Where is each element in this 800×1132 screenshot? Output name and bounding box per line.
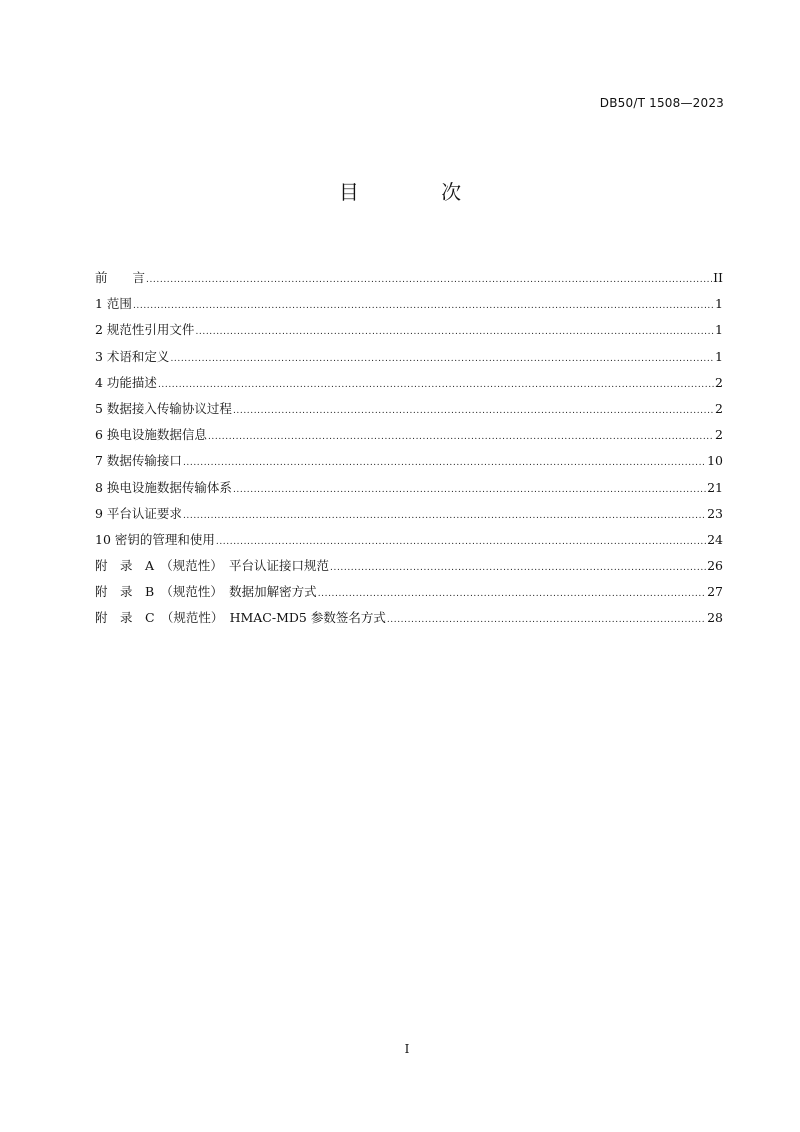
toc-entry-appendix-b[interactable] — [95, 582, 723, 608]
toc-entry-data-interface[interactable] — [95, 451, 723, 477]
toc-leader-dots — [208, 432, 714, 442]
toc-entry-terms-definitions[interactable] — [95, 347, 723, 373]
toc-entry-label: 10 密钥的管理和使用 — [95, 531, 215, 547]
toc-entry-transfer-system[interactable] — [95, 478, 723, 504]
document-code: DB50/T 1508—2023 — [599, 96, 724, 110]
toc-entry-page: 23 — [707, 505, 723, 521]
page-number: I — [404, 1042, 410, 1056]
toc-title: 目 次 — [338, 180, 500, 204]
toc-leader-dots — [195, 327, 714, 337]
toc-entry-label: 前 言 — [95, 270, 146, 285]
toc-entry-facility-data[interactable] — [95, 425, 723, 451]
toc-leader-dots — [387, 615, 706, 625]
table-of-contents — [95, 268, 723, 635]
toc-leader-dots — [183, 511, 706, 521]
toc-entry-page: 26 — [707, 558, 723, 574]
toc-leader-dots — [330, 563, 706, 573]
toc-entry-page: 28 — [707, 610, 723, 626]
toc-entry-foreword[interactable] — [95, 268, 723, 294]
toc-entry-normative-references[interactable] — [95, 320, 723, 346]
toc-entry-label: 5 数据接入传输协议过程 — [95, 400, 232, 416]
toc-entry-label: 3 术语和定义 — [95, 348, 170, 364]
toc-entry-page: II — [713, 270, 723, 285]
toc-entry-label: 4 功能描述 — [95, 374, 157, 390]
toc-entry-label: 9 平台认证要求 — [95, 505, 182, 521]
toc-entry-key-management[interactable] — [95, 530, 723, 556]
toc-entry-label: 2 规范性引用文件 — [95, 322, 195, 338]
toc-entry-label: 8 换电设施数据传输体系 — [95, 479, 232, 495]
toc-entry-label: 7 数据传输接口 — [95, 453, 182, 469]
toc-entry-appendix-c[interactable] — [95, 608, 723, 634]
toc-entry-page: 24 — [707, 531, 723, 547]
toc-leader-dots — [146, 275, 712, 285]
toc-entry-page: 1 — [715, 348, 723, 364]
toc-leader-dots — [158, 380, 714, 390]
toc-entry-page: 10 — [707, 453, 723, 469]
toc-entry-page: 2 — [715, 374, 723, 390]
toc-leader-dots — [233, 485, 706, 495]
toc-entry-page: 1 — [715, 296, 723, 312]
toc-entry-page: 27 — [707, 584, 723, 600]
toc-leader-dots — [170, 354, 714, 364]
toc-entry-function-description[interactable] — [95, 373, 723, 399]
toc-leader-dots — [318, 589, 706, 599]
toc-entry-page: 2 — [715, 427, 723, 443]
toc-entry-label: 6 换电设施数据信息 — [95, 427, 207, 443]
toc-entry-scope[interactable] — [95, 294, 723, 320]
toc-entry-platform-auth[interactable] — [95, 504, 723, 530]
toc-entry-page: 21 — [707, 479, 723, 495]
toc-entry-label: 附 录 C （规范性） HMAC-MD5 参数签名方式 — [95, 610, 386, 626]
toc-leader-dots — [233, 406, 714, 416]
toc-entry-label: 附 录 A （规范性） 平台认证接口规范 — [95, 558, 330, 574]
toc-entry-label: 1 范围 — [95, 296, 132, 312]
toc-leader-dots — [133, 301, 714, 311]
toc-entry-label: 附 录 B （规范性） 数据加解密方式 — [95, 584, 317, 600]
toc-leader-dots — [183, 458, 706, 468]
toc-entry-appendix-a[interactable] — [95, 556, 723, 582]
toc-entry-page: 2 — [715, 400, 723, 416]
toc-entry-transfer-protocol[interactable] — [95, 399, 723, 425]
toc-leader-dots — [216, 537, 706, 547]
toc-entry-page: 1 — [715, 322, 723, 338]
